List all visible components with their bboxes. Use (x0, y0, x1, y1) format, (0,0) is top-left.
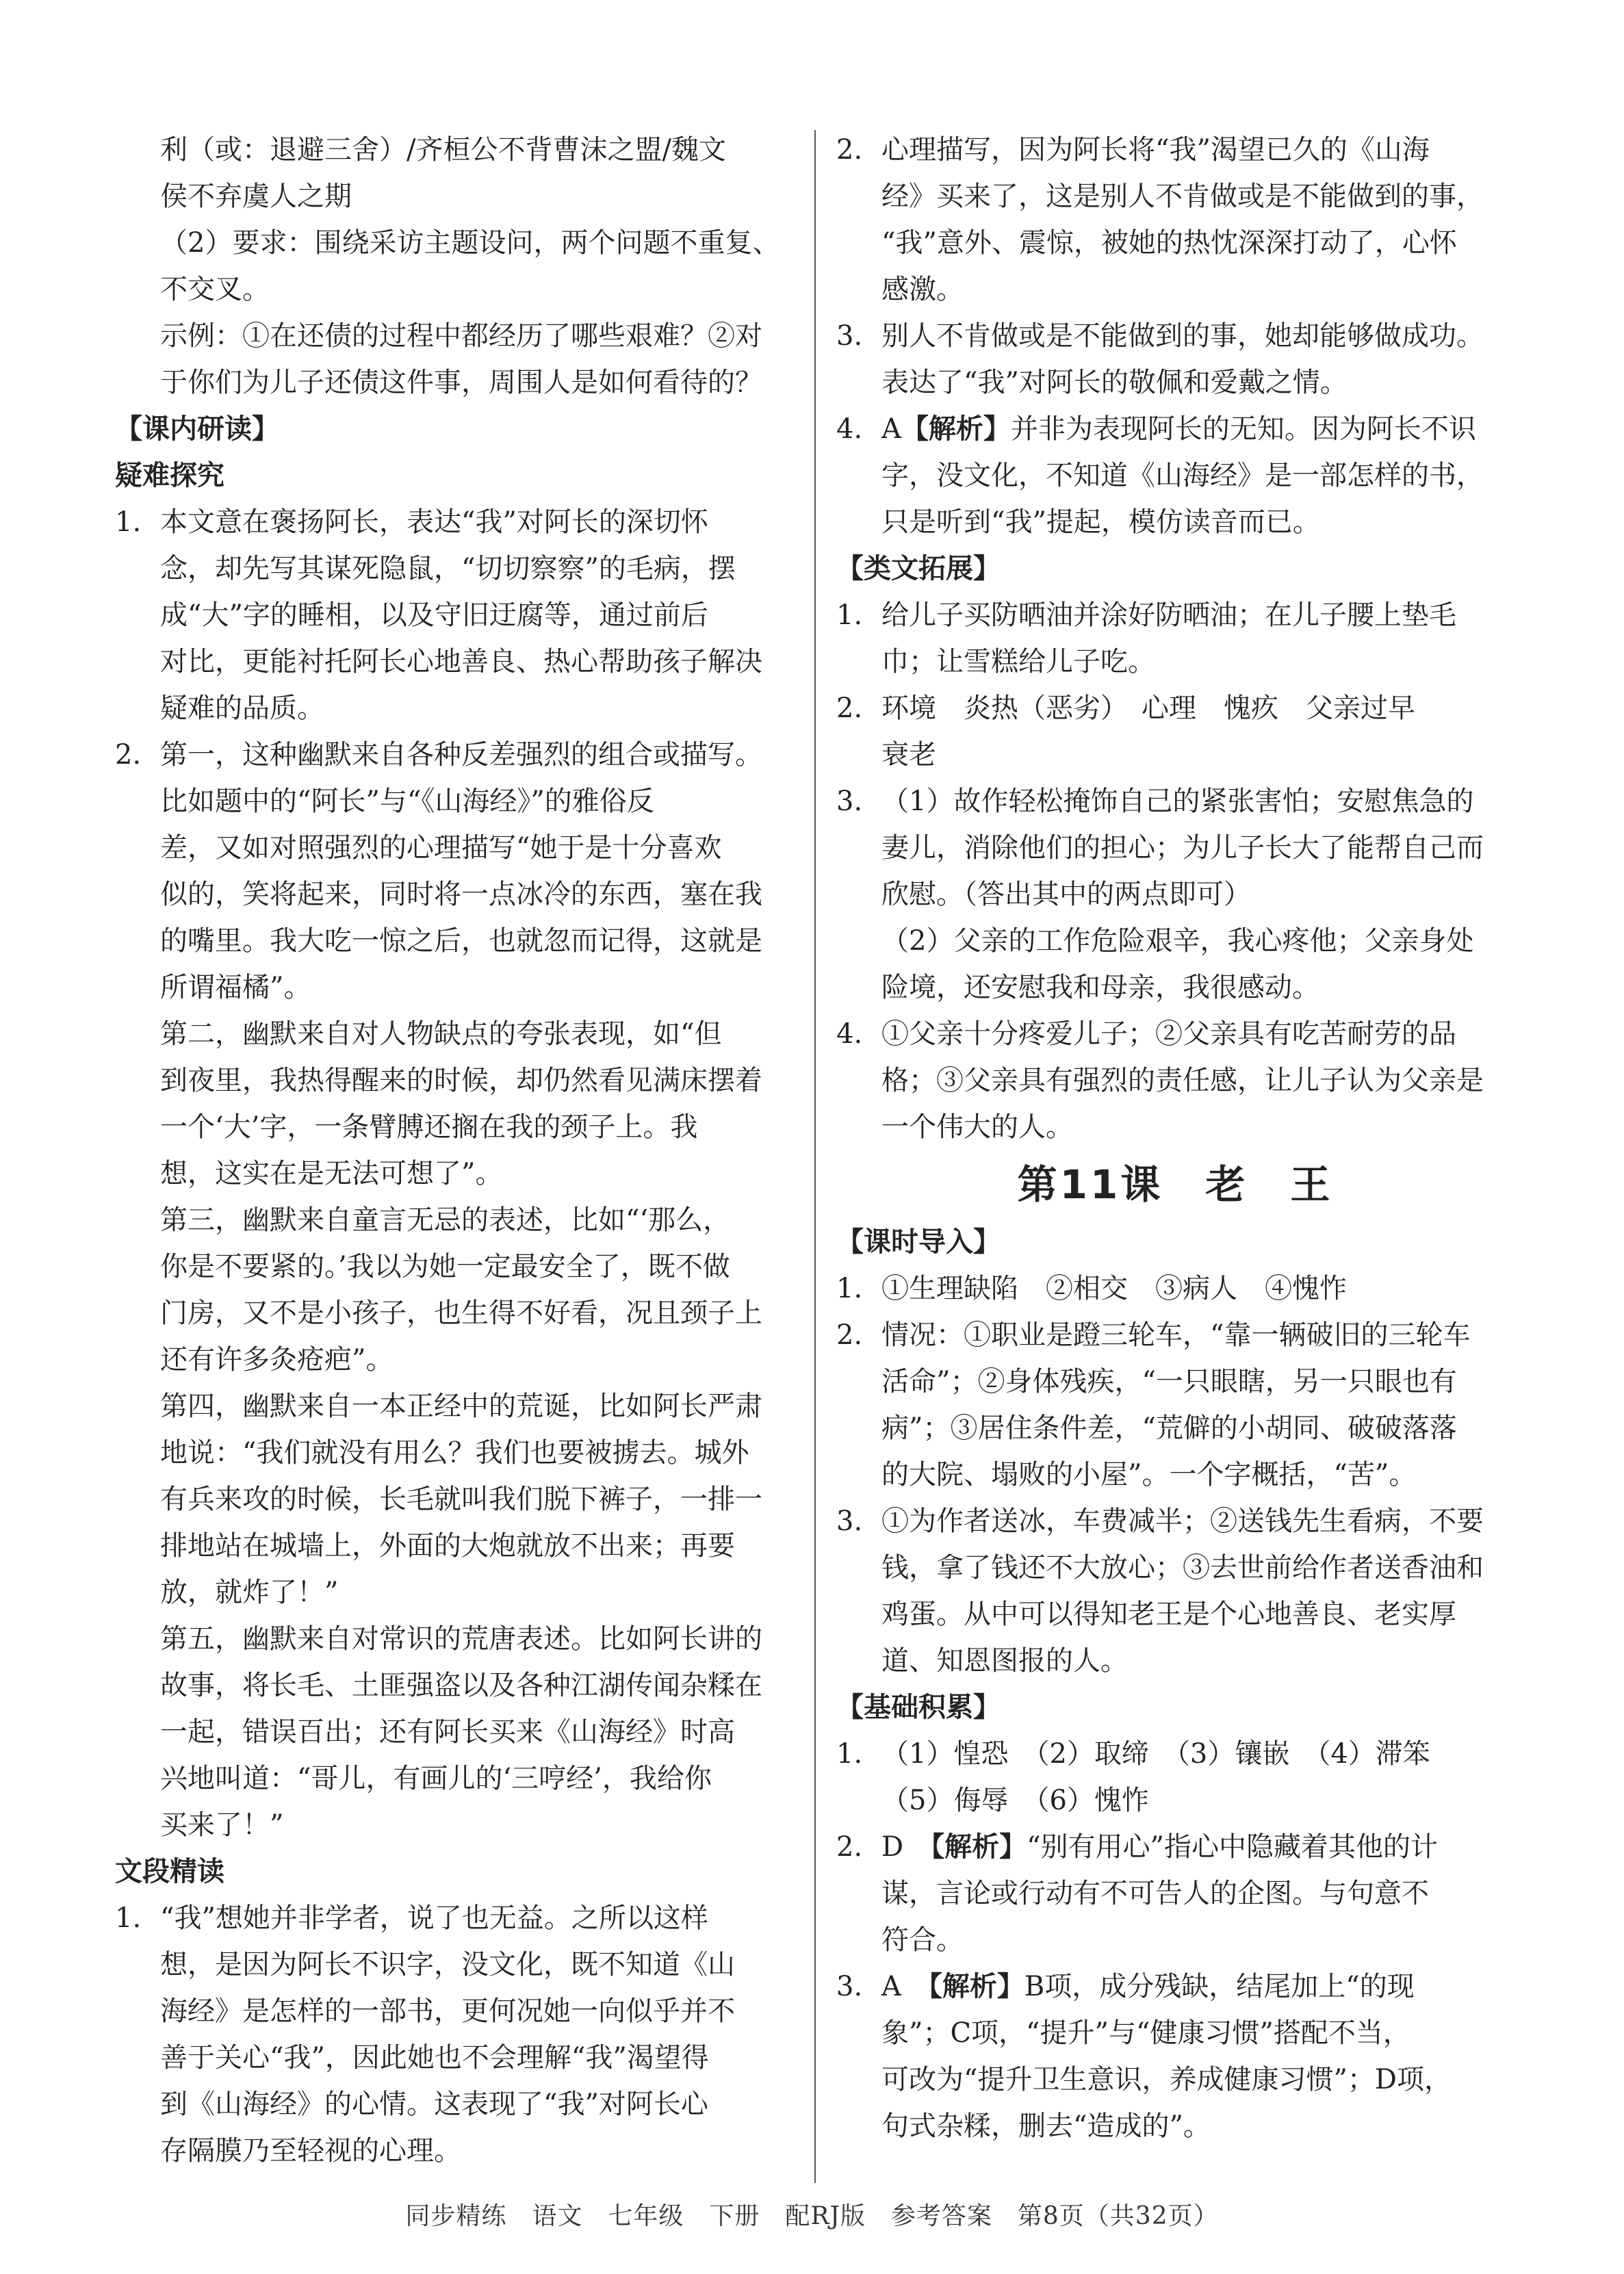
answer-item (836, 1731, 1514, 1777)
answer-item (836, 406, 1514, 452)
text-line: （1）故作轻松掩饰自己的紧张害怕；安慰焦急的 (881, 786, 1474, 817)
item-number: 3. (836, 786, 863, 817)
item-number: 2. (836, 1831, 863, 1863)
text-line: 第四，幽默来自一本正经中的荒诞，比如阿长严肃 (160, 1391, 762, 1422)
answer-item (836, 127, 1514, 173)
text-line: 的大院、塌败的小屋”。一个字概括，“苦”。 (881, 1459, 1417, 1490)
section-heading-jichu: 【基础积累】 (836, 1692, 1001, 1723)
answer-item (836, 1312, 1514, 1358)
item-number: 1. (836, 1738, 863, 1770)
text-line: 成“大”字的睡相，以及守旧迂腐等，通过前后 (160, 599, 708, 631)
text-line: 字，没文化，不知道《山海经》是一部怎样的书， (881, 460, 1484, 491)
section-heading-leiwen: 【类文拓展】 (836, 553, 1001, 584)
text-line: 疑难的品质。 (160, 693, 324, 724)
text-line: “别有用心”指心中隐藏着其他的计 (1027, 1831, 1438, 1863)
text-line: 只是听到“我”提起，模仿读音而已。 (881, 506, 1320, 538)
text-line: （5）侮辱 （6）愧怍 (881, 1785, 1149, 1816)
text-line: 所谓福橘”。 (160, 972, 311, 1003)
answer-item (836, 1265, 1514, 1312)
text-line: 利（或：退避三舍）/齐桓公不背曹沫之盟/魏文 (160, 134, 726, 166)
text-line: 经》买来了，这是别人不肯做或是不能做到的事， (881, 181, 1484, 212)
text-line: 想，这实在是无法可想了”。 (160, 1158, 503, 1189)
item-number: 1. (836, 1273, 863, 1304)
text-line: 你是不要紧的。’我以为她一定最安全了，既不做 (160, 1251, 730, 1282)
text-line: ①生理缺陷 ②相交 ③病人 ④愧怍 (881, 1273, 1347, 1304)
text-line: 衰老 (881, 739, 936, 771)
answer-item (836, 1011, 1514, 1057)
text-line: 示例：①在还债的过程中都经历了哪些艰难？②对 (160, 320, 762, 352)
text-line: B项，成分残缺，结尾加上“的现 (1024, 1971, 1415, 2002)
text-line: 本文意在褒扬阿长，表达“我”对阿长的深切怀 (160, 506, 708, 538)
answer-item (115, 499, 791, 545)
text-line: 情况：①职业是蹬三轮车，“靠一辆破旧的三轮车 (881, 1319, 1471, 1351)
item-number: 4. (836, 1018, 863, 1050)
text-line: 兴地叫道：“哥儿，有画儿的‘三哼经’，我给你 (160, 1763, 712, 1794)
analysis-tag: 【解析】 (928, 1971, 1024, 2002)
text-line: 可改为“提升卫生意识，养成健康习惯”；D项， (881, 2064, 1452, 2095)
text-line: 不交叉。 (160, 274, 270, 305)
text-line: 海经》是怎样的一部书，更何况她一向似乎并不 (160, 1995, 735, 2027)
text-line: 符合。 (881, 1924, 964, 1956)
text-line: （2）要求：围绕采访主题设问，两个问题不重复、 (160, 227, 780, 259)
text-line: 一个伟大的人。 (881, 1111, 1073, 1143)
text-line: 地说：“我们就没有用么？我们也要被掳去。城外 (160, 1437, 749, 1469)
text-line: （1）惶恐 （2）取缔 （3）镶嵌 （4）滞笨 (881, 1738, 1430, 1770)
text-line: 第一，这种幽默来自各种反差强烈的组合或描写。 (160, 739, 762, 771)
text-line: 第五，幽默来自对常识的荒唐表述。比如阿长讲的 (160, 1623, 762, 1655)
analysis-tag: 【解析】 (931, 1831, 1027, 1863)
text-line: （2）父亲的工作危险艰辛，我心疼他；父亲身处 (881, 925, 1474, 957)
subsection-heading-wenduan: 文段精读 (115, 1856, 224, 1887)
answer-letter: D (881, 1831, 904, 1863)
text-line: 环境 炎热（恶劣） 心理 愧疚 父亲过早 (881, 693, 1415, 724)
item-number: 1. (115, 506, 142, 538)
text-line: 活命”；②身体残疾，“一只眼瞎，另一只眼也有 (881, 1366, 1457, 1397)
text-line: 差，又如对照强烈的心理描写“她于是十分喜欢 (160, 832, 722, 864)
answer-letter: A (881, 1971, 901, 2002)
item-number: 1. (115, 1902, 142, 1934)
text-line: “我”意外、震惊，被她的热忱深深打动了，心怀 (881, 227, 1457, 259)
analysis-tag: 【解析】 (901, 413, 1011, 445)
text-line: 排地站在城墙上，外面的大炮就放不出来；再要 (160, 1530, 735, 1562)
text-line: 表达了“我”对阿长的敬佩和爱戴之情。 (881, 367, 1348, 398)
text-line: 第二，幽默来自对人物缺点的夸张表现，如“但 (160, 1018, 722, 1050)
text-line: 道、知恩图报的人。 (881, 1645, 1128, 1677)
lesson-title: 第11课 老 王 (1017, 1161, 1333, 1208)
text-line: 有兵来攻的时候，长毛就叫我们脱下裤子，一排一 (160, 1484, 762, 1515)
text-line: 欣慰。（答出其中的两点即可） (881, 879, 1251, 910)
text-line: 一起，错误百出；还有阿长买来《山海经》时高 (160, 1716, 735, 1748)
text-line: ①为作者送冰，车费减半；②送钱先生看病，不要 (881, 1506, 1484, 1537)
item-number: 4. (836, 413, 863, 445)
page-footer: 同步精练 语文 七年级 下册 配RJ版 参考答案 第8页（共32页） (405, 2202, 1219, 2230)
text-line: 象”；C项，“提升”与“健康习惯”搭配不当， (881, 2017, 1410, 2049)
text-line: 第三，幽默来自童言无忌的表述，比如“‘那么， (160, 1204, 731, 1236)
text-line: 对比，更能衬托阿长心地善良、热心帮助孩子解决 (160, 646, 762, 677)
text-line: 善于关心“我”，因此她也不会理解“我”渴望得 (160, 2042, 709, 2073)
text-line: 心理描写，因为阿长将“我”渴望已久的《山海 (881, 134, 1430, 166)
text-line: 妻儿，消除他们的担心；为儿子长大了能帮自己而 (881, 832, 1484, 864)
answer-item (115, 1895, 791, 1941)
item-number: 3. (836, 1971, 863, 2002)
text-line: 格；③父亲具有强烈的责任感，让儿子认为父亲是 (881, 1065, 1484, 1096)
text-line: 到夜里，我热得醒来的时候，却仍然看见满床摆着 (160, 1065, 762, 1096)
text-line: 的嘴里。我大吃一惊之后，也就忽而记得，这就是 (160, 925, 762, 957)
text-line: 钱，拿了钱还不大放心；③去世前给作者送香油和 (881, 1552, 1484, 1584)
text-line: 谋，言论或行动有不可告人的企图。与句意不 (881, 1878, 1429, 1909)
text-line: 病”；③居住条件差，“荒僻的小胡同、破破落落 (881, 1412, 1457, 1444)
text-line: 于你们为儿子还债这件事，周围人是如何看待的？ (160, 367, 762, 398)
item-number: 1. (836, 599, 863, 631)
text-line: 巾；让雪糕给儿子吃。 (881, 646, 1155, 677)
text-line: 别人不肯做或是不能做到的事，她却能够做成功。 (881, 320, 1484, 352)
text-line: 侯不弃虞人之期 (160, 181, 352, 212)
text-line: 门房，又不是小孩子，也生得不好看，况且颈子上 (160, 1297, 762, 1329)
text-line: 想，是因为阿长不识字，没文化，既不知道《山 (160, 1949, 735, 1980)
answer-item (115, 732, 791, 778)
answer-item (836, 313, 1514, 359)
text-line: ①父亲十分疼爱儿子；②父亲具有吃苦耐劳的品 (881, 1018, 1456, 1050)
text-line: 给儿子买防晒油并涂好防晒油；在儿子腰上垫毛 (881, 599, 1456, 631)
text-line: 感激。 (881, 274, 964, 305)
subsection-heading-yinan: 疑难探究 (115, 460, 224, 491)
text-line: 买来了！” (160, 1809, 284, 1841)
text-line: 句式杂糅，删去“造成的”。 (881, 2110, 1211, 2142)
item-number: 2. (836, 693, 863, 724)
text-line: 还有许多灸疮疤”。 (160, 1344, 394, 1375)
item-number: 2. (836, 1319, 863, 1351)
item-number: 2. (115, 739, 142, 771)
item-number: 3. (836, 1506, 863, 1537)
answer-item (836, 778, 1514, 825)
right-column (836, 127, 1514, 2149)
answer-item (836, 1498, 1514, 1545)
text-line: 比如题中的“阿长”与“《山海经》”的雅俗反 (160, 786, 654, 817)
text-line: 险境，还安慰我和母亲，我很感动。 (881, 972, 1319, 1003)
answer-item (836, 1824, 1514, 1870)
item-number: 2. (836, 134, 863, 166)
section-heading-keshi: 【课时导入】 (836, 1226, 1001, 1258)
text-line: 放，就炸了！” (160, 1577, 339, 1608)
text-line: 念，却先写其谋死隐鼠，“切切察察”的毛病，摆 (160, 553, 736, 584)
text-line: 存隔膜乃至轻视的心理。 (160, 2135, 461, 2167)
column-divider (814, 130, 816, 2183)
answer-item (836, 1963, 1514, 2010)
text-line: 一个‘大’字，一条臂膊还搁在我的颈子上。我 (160, 1111, 698, 1143)
text-line: 似的，笑将起来，同时将一点冰冷的东西，塞在我 (160, 879, 762, 910)
text-line: 故事，将长毛、土匪强盗以及各种江湖传闻杂糅在 (160, 1670, 762, 1701)
answer-letter: A (881, 413, 901, 445)
text-line: 鸡蛋。从中可以得知老王是个心地善良、老实厚 (881, 1599, 1456, 1630)
answer-item (836, 592, 1514, 638)
item-number: 3. (836, 320, 863, 352)
section-heading-kenei: 【课内研读】 (115, 413, 279, 445)
text-line: “我”想她并非学者，说了也无益。之所以这样 (160, 1902, 708, 1934)
left-column (115, 127, 791, 2174)
text-line: 并非为表现阿长的无知。因为阿长不识 (1010, 413, 1476, 445)
answer-item (836, 685, 1514, 732)
text-line: 到《山海经》的心情。这表现了“我”对阿长心 (160, 2089, 708, 2120)
